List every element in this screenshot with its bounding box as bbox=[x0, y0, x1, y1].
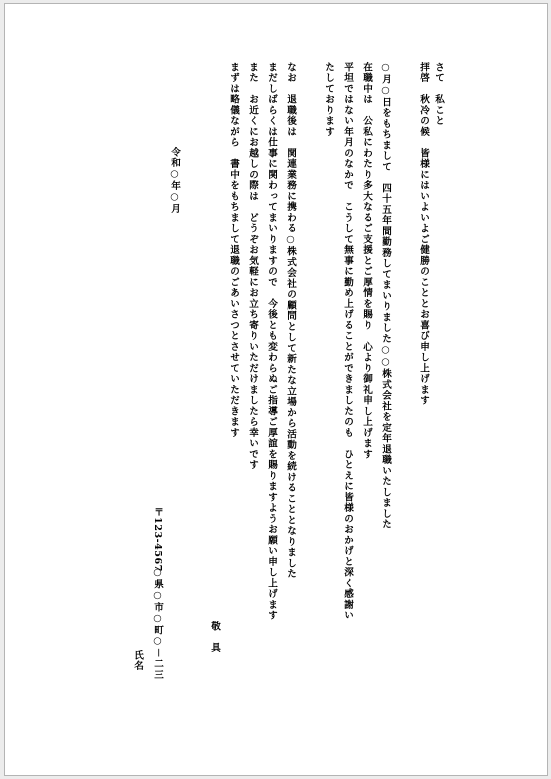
letter-line-4: 在職中は 公私にわたり多大なるご支援とご厚情を賜り 心より御礼申し上げます bbox=[361, 62, 372, 460]
letter-line-6: たしております bbox=[323, 62, 334, 138]
sender-address: ○県○市○町○－二三 bbox=[152, 567, 163, 681]
letter-date: 令和○年○月 bbox=[169, 147, 180, 215]
letter-line-11: まずは略儀ながら 書中をもちまして退職のごあいさつとさせていただきます bbox=[228, 62, 239, 439]
letter-line-9: まだしばらくは仕事に関わってまいりますので 今後とも変わらぬご指導ご厚誼を賜りますようお願い申し上げます bbox=[266, 62, 277, 621]
sender-name: 氏名 bbox=[132, 650, 143, 672]
postal-code: 〒123-4567 bbox=[152, 507, 163, 572]
letter-page bbox=[4, 3, 548, 776]
sate-watakushi: さて 私こと bbox=[433, 62, 444, 127]
letter-line-8: なお 退職後は 関連業務に携わる○株式会社の顧問として新たな立場から活動を続けることとなりました bbox=[285, 62, 296, 580]
letter-line-1: 拝啓 秋冷の候 皆様にはいよいよご健勝のこととお喜び申し上げます bbox=[418, 62, 429, 406]
letter-line-3: ○月○日をもちまして 四十五年間勤務してまいりました○○株式会社を定年退職いたしました bbox=[380, 62, 391, 530]
letter-line-10: また お近くにお越しの際は どうぞお気軽にお立ち寄りいただけましたら幸いです bbox=[247, 62, 258, 471]
letter-line-5: 平坦ではない年月のなかで こうして無事に勤め上げることができましたのも ひとえに皆様のおかげと深く感謝い bbox=[342, 62, 353, 621]
closing-keigu: 敬 具 bbox=[209, 621, 220, 654]
